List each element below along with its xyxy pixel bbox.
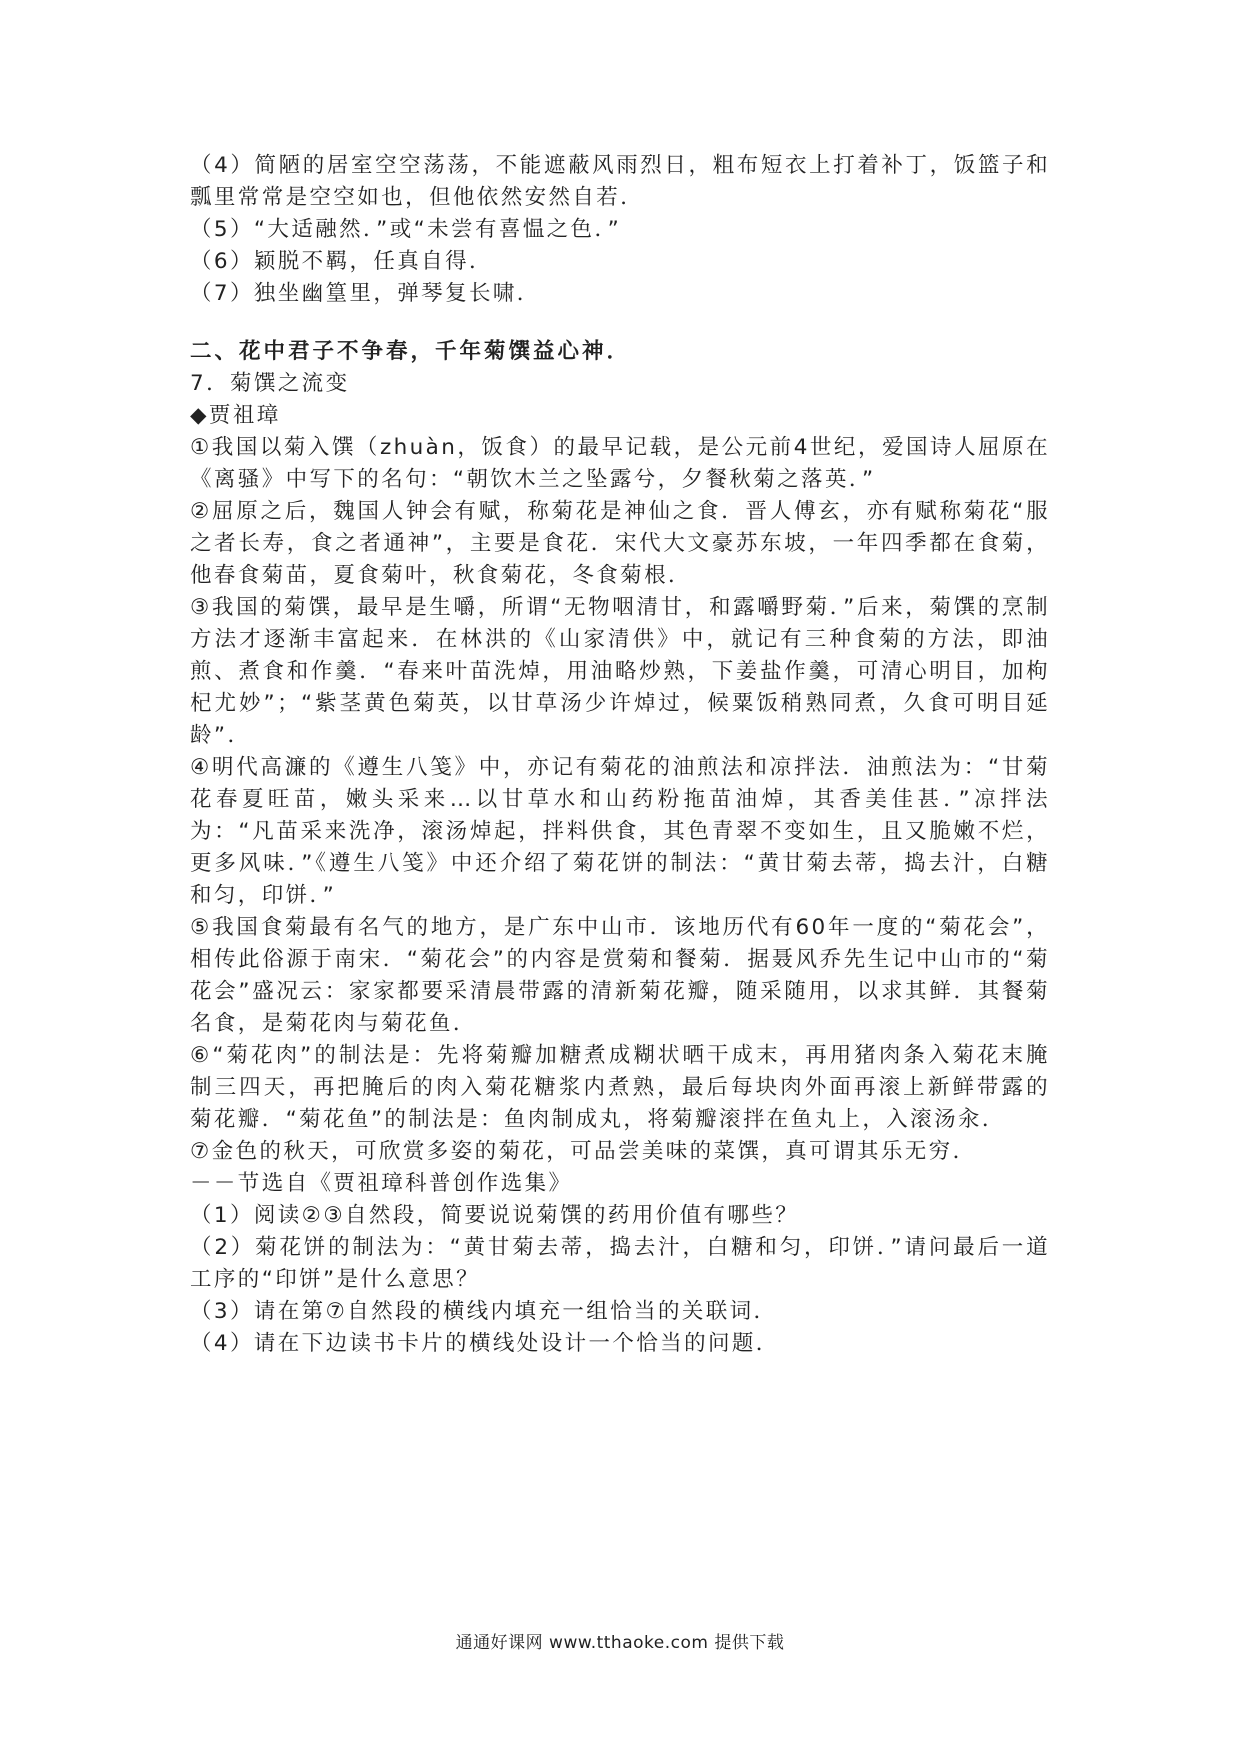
section-heading: 二、花中君子不争春，千年菊馔益心神． — [190, 339, 632, 364]
paragraph-6: ⑥“菊花肉”的制法是：先将菊瓣加糖煮成糊状晒干成末，再用猪肉条入菊花末腌制三四天，再把腌后的肉入菊花糖浆内煮熟，最后每块肉外面再滚上新鲜带露的菊花瓣．“菊花鱼”的制法是：鱼肉制成丸，将菊瓣滚拌在鱼丸上，入滚汤汆． — [190, 1043, 1050, 1132]
page-footer: 通通好课网 www.tthaoke.com 提供下载 — [455, 1633, 785, 1653]
source-line: －－节选自《贾祖璋科普创作选集》 — [190, 1171, 573, 1196]
question-4: （4）请在下边读书卡片的横线处设计一个恰当的问题． — [190, 1331, 780, 1356]
answer-5: （5）“大适融然．”或“未尝有喜愠之色．” — [190, 217, 622, 242]
paragraph-3: ③我国的菊馔，最早是生嚼，所谓“无物咽清甘，和露嚼野菊．”后来，菊馔的烹制方法才逐渐丰富起来．在林洪的《山家清供》中，就记有三种食菊的方法，即油煎、煮食和作羹．“春来叶苗洗焯，用油略炒熟，下姜盐作羹，可清心明目，加枸杞尤妙”；“紫茎黄色菊英，以甘草汤少许焯过，候粟饭稍熟同煮，久食可明目延龄”． — [190, 595, 1050, 748]
paragraph-1: ①我国以菊入馔（zhuàn，饭食）的最早记载，是公元前4世纪，爱国诗人屈原在《离骚》中写下的名句：“朝饮木兰之坠露兮，夕餐秋菊之落英．” — [190, 435, 1050, 492]
section-spacer — [190, 310, 1050, 336]
paragraph-7: ⑦金色的秋天，可欣赏多姿的菊花，可品尝美味的菜馔，真可谓其乐无穷． — [190, 1139, 977, 1164]
question-3: （3）请在第⑦自然段的横线内填充一组恰当的关联词． — [190, 1299, 778, 1324]
question-2: （2）菊花饼的制法为：“黄甘菊去蒂，捣去汁，白糖和匀，印饼．”请问最后一道工序的“印饼”是什么意思？ — [190, 1235, 1050, 1292]
paragraph-2: ②屈原之后，魏国人钟会有赋，称菊花是神仙之食．晋人傅玄，亦有赋称菊花“服之者长寿，食之者通神”，主要是食花．宋代大文豪苏东坡，一年四季都在食菊，他春食菊苗，夏食菊叶，秋食菊花，冬食菊根． — [190, 499, 1050, 588]
answer-7: （7）独坐幽篁里，弹琴复长啸． — [190, 281, 541, 306]
question-title: 7．菊馔之流变 — [190, 371, 350, 396]
paragraph-4: ④明代高濂的《遵生八笺》中，亦记有菊花的油煎法和凉拌法．油煎法为：“甘菊花春夏旺苗，嫩头采来…以甘草水和山药粉拖苗油焯，其香美佳甚．”凉拌法为：“凡苗采来洗净，滚汤焯起，拌料供食，其色青翠不变如生，且又脆嫩不烂，更多风味．”《遵生八笺》中还介绍了菊花饼的制法：“黄甘菊去蒂，捣去汁，白糖和匀，印饼．” — [190, 755, 1050, 908]
answer-4: （4）简陋的居室空空荡荡，不能遮蔽风雨烈日，粗布短衣上打着补丁，饭篮子和瓢里常常是空空如也，但他依然安然自若． — [190, 153, 1050, 210]
answer-6: （6）颖脱不羁，任真自得． — [190, 249, 493, 274]
paragraph-5: ⑤我国食菊最有名气的地方，是广东中山市．该地历代有60年一度的“菊花会”，相传此俗源于南宋．“菊花会”的内容是赏菊和餐菊．据聂风乔先生记中山市的“菊花会”盛况云：家家都要采清晨带露的清新菊花瓣，随采随用，以求其鲜．其餐菊名食，是菊花肉与菊花鱼． — [190, 915, 1050, 1036]
page-content — [190, 150, 1050, 1360]
question-1: （1）阅读②③自然段，简要说说菊馔的药用价值有哪些？ — [190, 1203, 800, 1228]
author-line: ◆贾祖璋 — [190, 403, 281, 428]
